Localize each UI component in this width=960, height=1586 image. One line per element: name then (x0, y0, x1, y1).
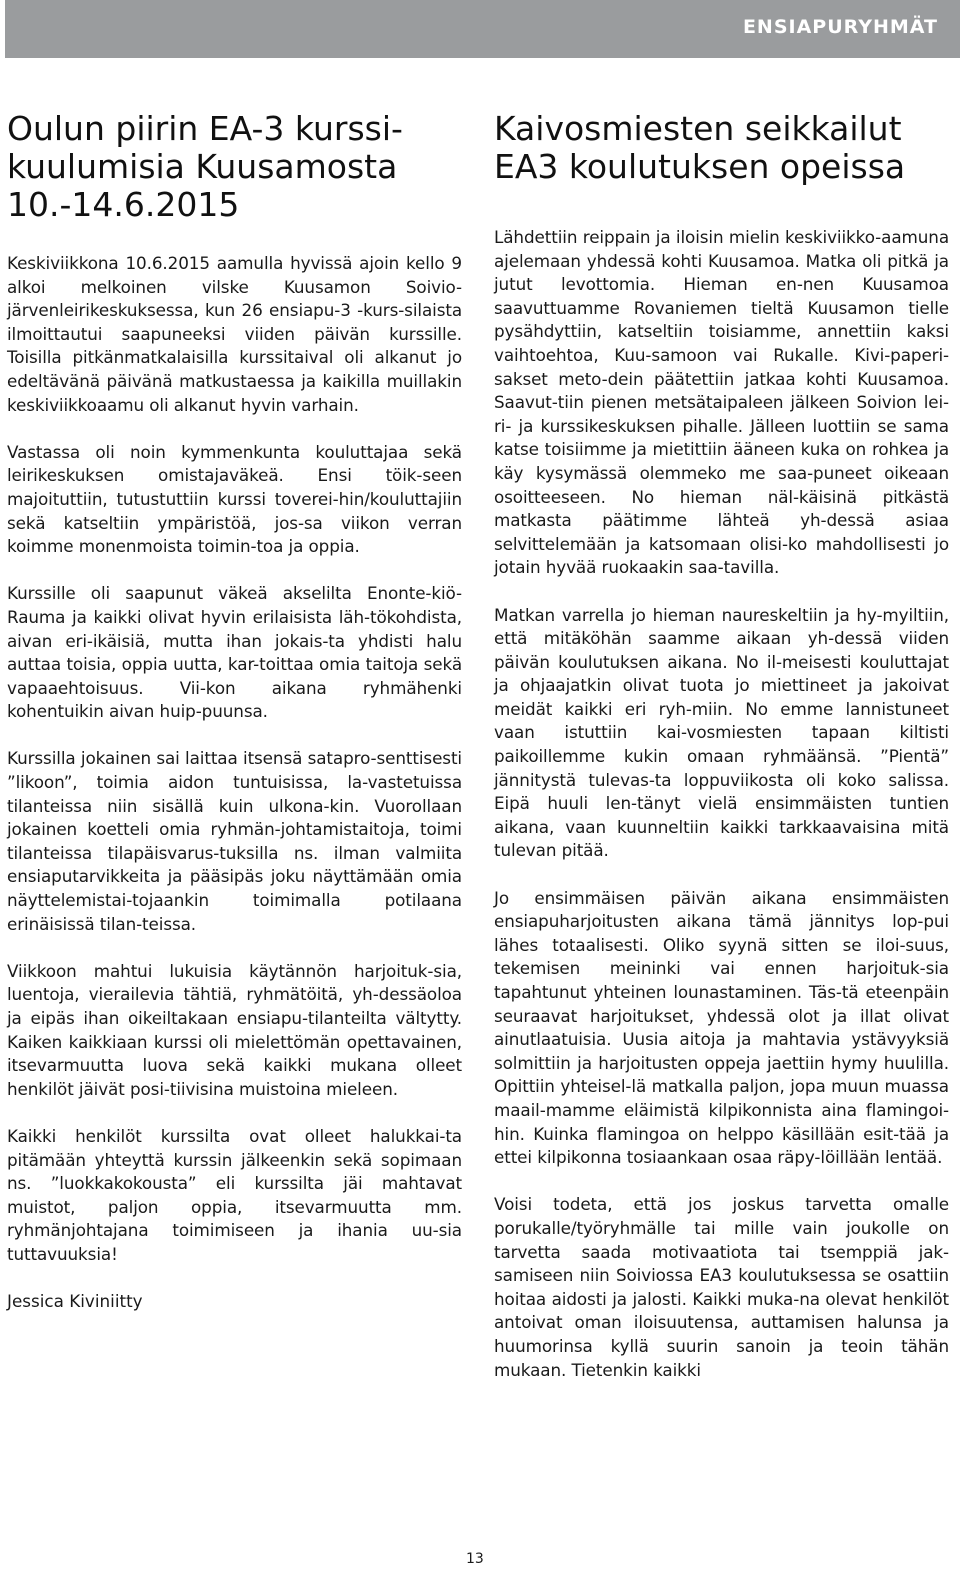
article-author: Jessica Kiviniitty (7, 1291, 143, 1312)
left-paragraph: Vastassa oli noin kymmenkunta kouluttajaa sekä leirikeskuksen omistajaväkeä. Ensi töik-seen majoituttiin, tutustuttiin kurssi toverei-hin/kouluttajiin sekä katseltiin ympäristöä, jos-sa viikon verran koimme monenmoista toimin-toa ja oppia. (7, 441, 462, 557)
right-paragraph: Jo ensimmäisen päivän aikana ensimmäisten ensiapuharjoitusten aikana tämä jännitys lop-pui lähes totaalisesti. Oliko syynä sitten se iloi-suus, tekemisen meininki vai ennen harjoituk-sia tapahtunut yhteinen lounastaminen. Täs-tä eteenpäin seuraavat harjoitukset, yhdessä olot ja illat olivat ainutlaatuisia. Uusia aitoja ja mahtavia ystävyyksiä solmittiin ja harjoitusten oppeja jaettiin hymy huulilla. Opittiin yhteisel-lä matkalla paljon, jopa muun muassa maail-mamme eläimistä kilpikonnista aina flamingoi-hin. Kuinka flamingoa on helppo käsillään esit-tää ja ettei kilpikonna tosiaankaan osaa räpy-löillään lentää. (494, 887, 949, 1168)
left-paragraph: Viikkoon mahtui lukuisia käytännön harjoituk-sia, luentoja, vierailevia tähtiä, ryhmätöitä, yh-dessäoloa ja eipäs ihan oikeiltakaan ensiapu-tilanteilta vältytty. Kaiken kaikkiaan kurssi oli mielettömän opettavainen, itsevarmuutta luova sekä kaikki mukana olleet henkilöt jäivät posi-tiivisina muistoina mieleen. (7, 960, 462, 1099)
left-paragraph: Kaikki henkilöt kurssilta ovat olleet halukkai-ta pitämään yhteyttä kurssin jälkeenkin sekä sopimaan ns. ”luokkakokousta” eli kurssilta jäi mahtavat muistot, paljon oppia, itsevarmuutta mm. ryhmänjohtajana toimimiseen ja ihania uu-sia tuttavuuksia! (7, 1125, 462, 1264)
page-number: 13 (466, 1551, 484, 1567)
left-paragraph: Kurssilla jokainen sai laittaa itsensä satapro-senttisesti ”likoon”, toimia aidon tuntuisissa, la-vastetuissa tilanteissa niin sisällä kuin ulkona-kin. Vuorollaan jokainen koetteli omia ryhmän-johtamistaitoja, toimi tilanteissa tilapäisvarus-tuksilla ns. ilman valmiita ensiaputarvikkeita ja pääsipäs joku näyttämään omia näyttelemistai-tojaankin toimimalla potilaana erinäisissä tilan-teissa. (7, 748, 462, 934)
left-article-title: Oulun piirin EA-3 kurssi-kuulumisia Kuusamosta 10.-14.6.2015 (7, 109, 403, 224)
right-paragraph: Matkan varrella jo hieman naureskeltiin ja hy-myiltiin, että mitäköhän saamme aikaan yh-dessä viiden päivän koulutuksen aikana. No il-meisesti kouluttajat ja ohjaajatkin olivat tuota jo miettineet ja jakoivat meidät kaikki eri ryh-miin. No emme lannistuneet vaan istuttiin kai-vosmiesten tapaan kiltisti paikoillemme kukin omaan ryhmäänsä. ”Pientä” jännitystä tulevas-ta loppuviikosta oli koko salissa. Eipä huuli len-tänyt vielä ensimmäisten tuntien aikana, vaan kuunneltiin kaikki tarkkaavaisina mitä tulevan pitää. (494, 604, 949, 861)
section-label: ENSIAPURYHMÄT (742, 16, 938, 38)
right-article-title: Kaivosmiesten seikkailut EA3 koulutuksen opeissa (494, 109, 906, 186)
right-article (494, 110, 949, 1406)
right-paragraph: Lähdettiin reippain ja iloisin mielin keskiviikko-aamuna ajelemaan yhdessä kohti Kuusamoa. Matka oli pitkä ja jutut levottomia. Hieman en-nen Kuusamoa saavuttuamme Rovaniemen tieltä Kuusamon tielle pysähdyttiin, katseltiin toisiamme, annettiin kaksi vaihtoehtoa, Kuu-samoon vai Rukalle. Kivi-paperi-sakset meto-dein päätettiin jatkaa kohti Kuusamoa. Saavut-tiin pienen metsätaipaleen jälkeen Soivion lei-ri- ja kurssikeskuksen pihalle. Jälleen luottiin se sama katse toisiimme ja mietittiin ääneen kuka on rohkea ja käy kysymässä olemmeko me saa-puneet oikeaan osoitteeseen. No hieman näl-käisinä pitkästä matkasta päätimme lähteä yh-dessä asiaa selvittelemään ja katsomaan olisi-ko mahdollisesti jo jotain hyvää ruokaakin saa-tavilla. (494, 227, 949, 578)
left-paragraph: Keskiviikkona 10.6.2015 aamulla hyvissä ajoin kello 9 alkoi melkoinen vilske Kuusamon Soivio-järvenleirikeskuksessa, kun 26 ensiapu-3 -kurs-silaista ilmoittautui saapuneeksi viiden päivän kurssille. Toisilla pitkänmatkalaisilla kurssitaival oli alkanut jo edeltävänä päivänä matkustaessa ja kaikilla muillakin keskiviikkoaamu oli alkanut hyvin varhain. (7, 253, 462, 415)
left-paragraph: Kurssille oli saapunut väkeä akselilta Enonte-kiö-Rauma ja kaikki olivat hyvin erilaisista läh-tökohdista, aivan eri-ikäisiä, mutta ihan jokais-ta yhdisti halu auttaa toisia, oppia uutta, kar-toittaa omia taitoja sekä vapaaehtoisuus. Vii-kon aikana ryhmähenki kohentuikin aivan huip-puunsa. (7, 583, 462, 722)
section-header-bar (5, 0, 960, 58)
right-paragraph: Voisi todeta, että jos joskus tarvetta omalle porukalle/työryhmälle tai mille vain joukolle on tarvetta saada motivaatiota tai tsemppiä jak-samiseen niin Soiviossa EA3 koulutuksessa se osattiin hoitaa aidosti ja jalosti. Kaikki muka-na olevat henkilöt antoivat oman iloisuutensa, auttamisen halunsa ja huumorinsa kyllä suurin sanoin ja teoin tähän mukaan. Tietenkin kaikki (494, 1194, 949, 1380)
left-article (7, 110, 462, 1314)
